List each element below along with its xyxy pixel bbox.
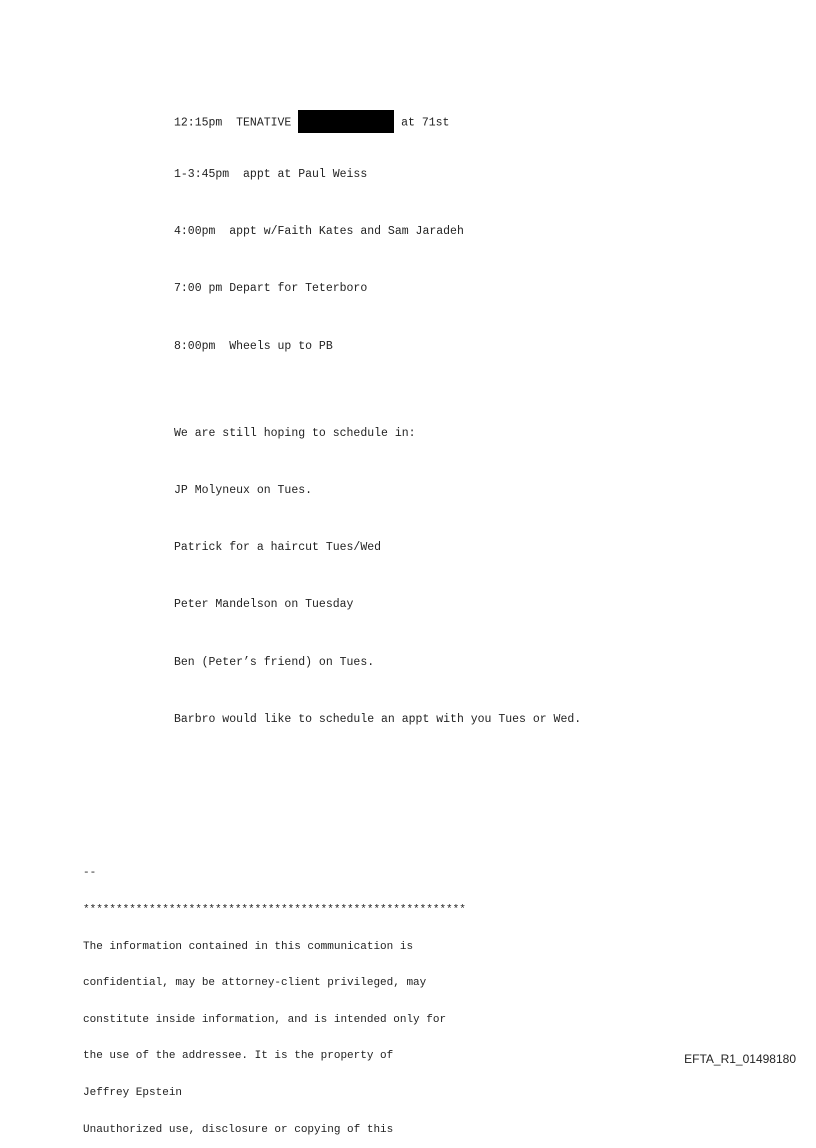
schedule-line-3: 4:00pm appt w/Faith Kates and Sam Jaradeh bbox=[174, 225, 464, 238]
pending-intro: We are still hoping to schedule in: bbox=[174, 427, 416, 440]
pending-item-1: JP Molyneux on Tues. bbox=[174, 484, 313, 497]
schedule-line-2: 1-3:45pm appt at Paul Weiss bbox=[174, 168, 368, 181]
schedule-line-4: 7:00 pm Depart for Teterboro bbox=[174, 282, 368, 295]
redaction-box bbox=[298, 110, 394, 133]
pending-item-3: Peter Mandelson on Tuesday bbox=[174, 598, 354, 611]
footer-line-1: The information contained in this communication is bbox=[83, 940, 414, 953]
email-footer bbox=[83, 843, 466, 1148]
schedule-line-1 bbox=[174, 111, 449, 134]
footer-line-2: confidential, may be attorney-client privileged, may bbox=[83, 977, 427, 990]
footer-separator: -- bbox=[83, 867, 97, 880]
footer-stars: ********************************************************** bbox=[83, 904, 466, 916]
schedule-line-5: 8:00pm Wheels up to PB bbox=[174, 340, 333, 353]
schedule-line-1-after: at 71st bbox=[394, 116, 450, 130]
footer-line-3: constitute inside information, and is intended only for bbox=[83, 1013, 447, 1026]
schedule-line-1-before: 12:15pm TENATIVE bbox=[174, 116, 299, 130]
footer-line-4: the use of the addressee. It is the property of bbox=[83, 1050, 394, 1063]
pending-item-5: Barbro would like to schedule an appt with you Tues or Wed. bbox=[174, 713, 582, 726]
document-id: EFTA_R1_01498180 bbox=[684, 1052, 796, 1066]
pending-item-2: Patrick for a haircut Tues/Wed bbox=[174, 541, 382, 554]
pending-item-4: Ben (Peter’s friend) on Tues. bbox=[174, 656, 375, 669]
footer-line-5: Jeffrey Epstein bbox=[83, 1086, 183, 1099]
footer-line-6: Unauthorized use, disclosure or copying of this bbox=[83, 1123, 394, 1136]
